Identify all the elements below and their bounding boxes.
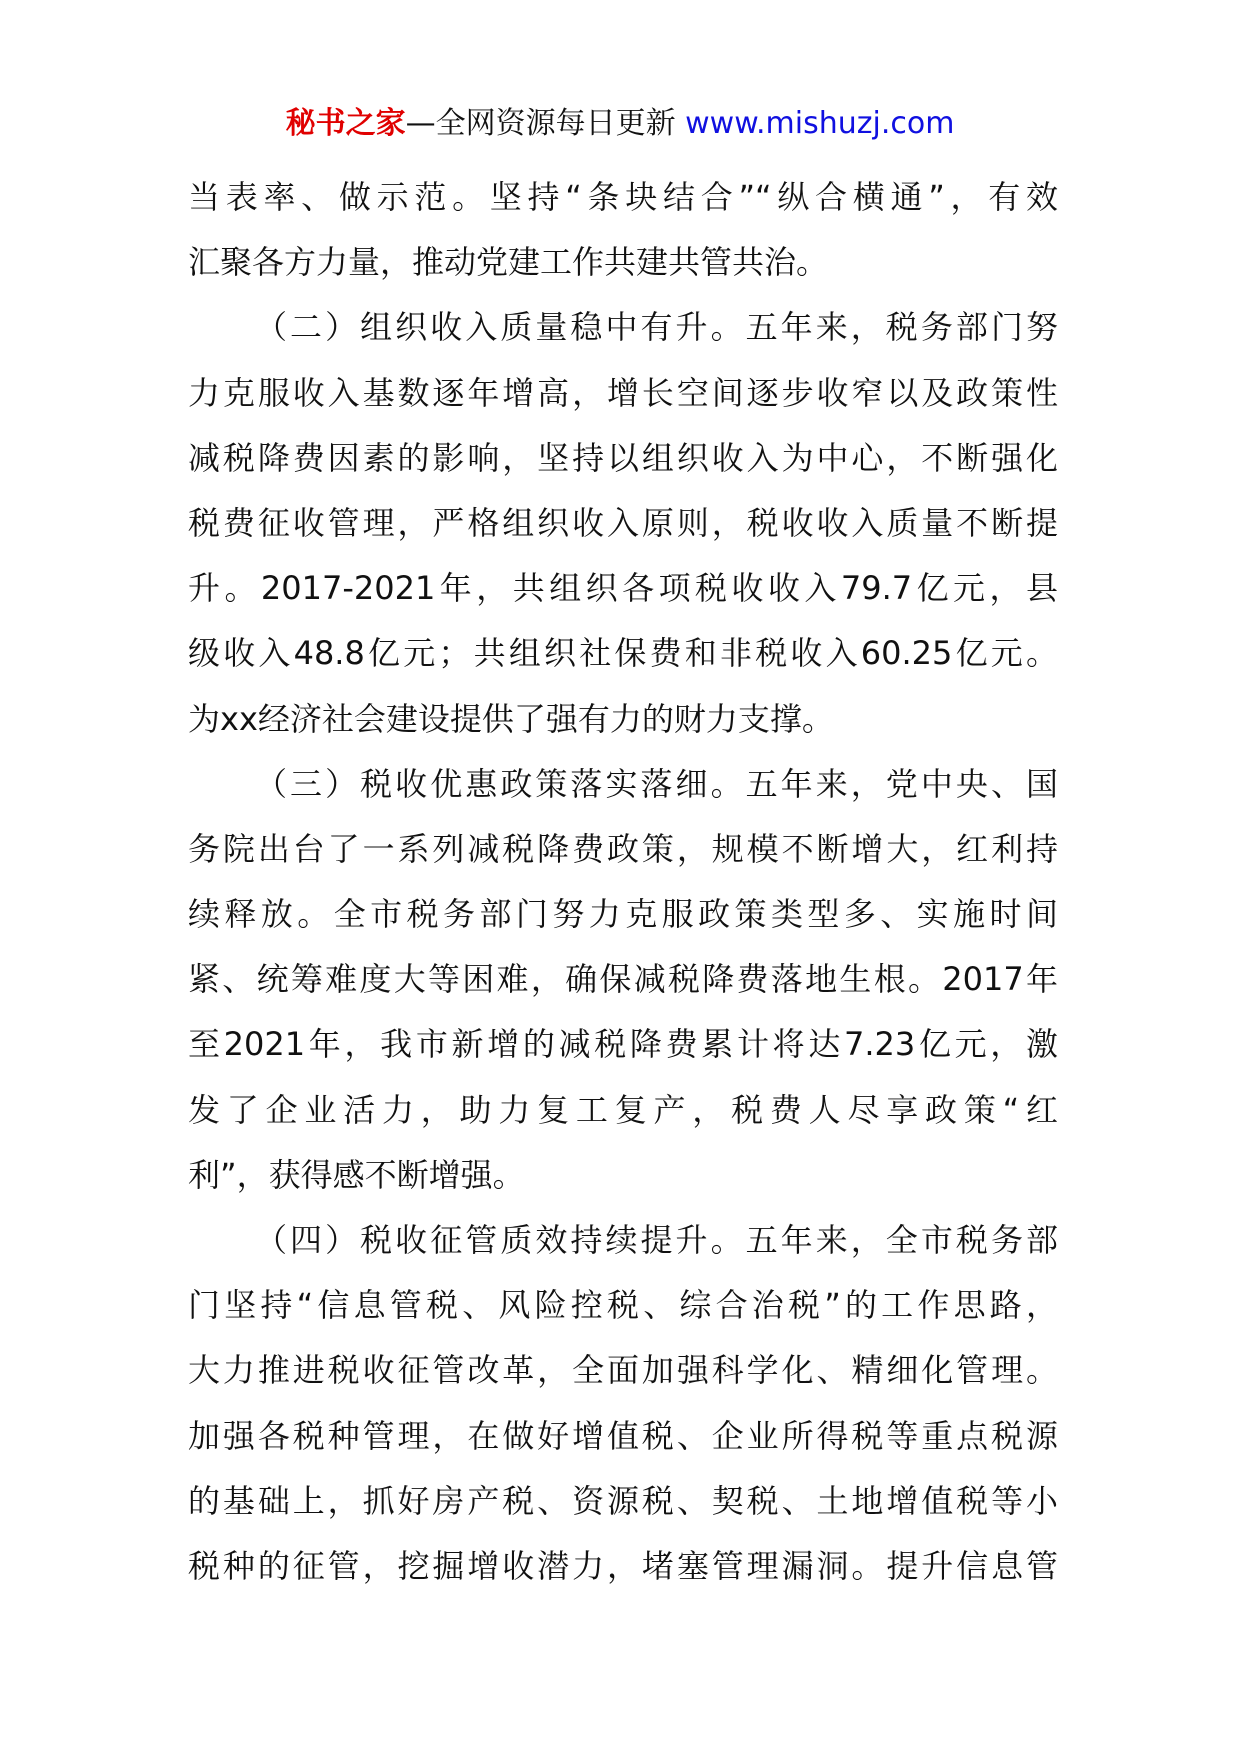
text-line: 务院出台了一系列减税降费政策，规模不断增大，红利持: [188, 829, 1058, 868]
text-line: 减税降费因素的影响，坚持以组织收入为中心，不断强化: [188, 438, 1058, 477]
page-header: [0, 102, 1240, 146]
header-brand: 秘书之家: [285, 106, 406, 141]
text-line: 税种的征管，挖掘增收潜力，堵塞管理漏洞。提升信息管: [188, 1546, 1058, 1585]
text-line: 发了企业活力，助力复工复产，税费人尽享政策“红: [188, 1090, 1058, 1129]
text-line: 利”，获得感不断增强。: [188, 1155, 525, 1194]
text-line: 级收入48.8亿元；共组织社保费和非税收入60.25亿元。: [188, 634, 1058, 673]
text-line: 紧、统筹难度大等困难，确保减税降费落地生根。2017年: [188, 960, 1058, 999]
text-line: 力克服收入基数逐年增高，增长空间逐步收窄以及政策性: [188, 373, 1058, 412]
text-line: 大力推进税收征管改革，全面加强科学化、精细化管理。: [188, 1351, 1058, 1390]
text-line: 升。2017-2021年，共组织各项税收收入79.7亿元，县: [188, 569, 1058, 608]
paragraph-first-line: （四）税收征管质效持续提升。五年来，全市税务部: [255, 1221, 1058, 1259]
text-line: 门坚持“信息管税、风险控税、综合治税”的工作思路，: [188, 1286, 1058, 1325]
text-line: 的基础上，抓好房产税、资源税、契税、土地增值税等小: [188, 1481, 1058, 1520]
paragraph-first-line: （二）组织收入质量稳中有升。五年来，税务部门努: [255, 308, 1058, 347]
text-line: 加强各税种管理，在做好增值税、企业所得税等重点税源: [188, 1416, 1058, 1455]
text-line: 税费征收管理，严格组织收入原则，税收收入质量不断提: [188, 503, 1058, 542]
text-line: 当表率、做示范。坚持“条块结合”“纵合横通”，有效: [188, 178, 1058, 216]
document-body: [188, 165, 1058, 1599]
header-url[interactable]: www.mishuzj.com: [685, 106, 955, 141]
text-line: 为xx经济社会建设提供了强有力的财力支撑。: [188, 699, 834, 738]
header-tagline: —全网资源每日更新: [405, 106, 676, 141]
text-line: 汇聚各方力量，推动党建工作共建共管共治。: [188, 243, 829, 282]
text-line: 至2021年，我市新增的减税降费累计将达7.23亿元，激: [188, 1025, 1058, 1064]
text-line: 续释放。全市税务部门努力克服政策类型多、实施时间: [188, 895, 1058, 934]
paragraph-first-line: （三）税收优惠政策落实落细。五年来，党中央、国: [255, 764, 1058, 803]
